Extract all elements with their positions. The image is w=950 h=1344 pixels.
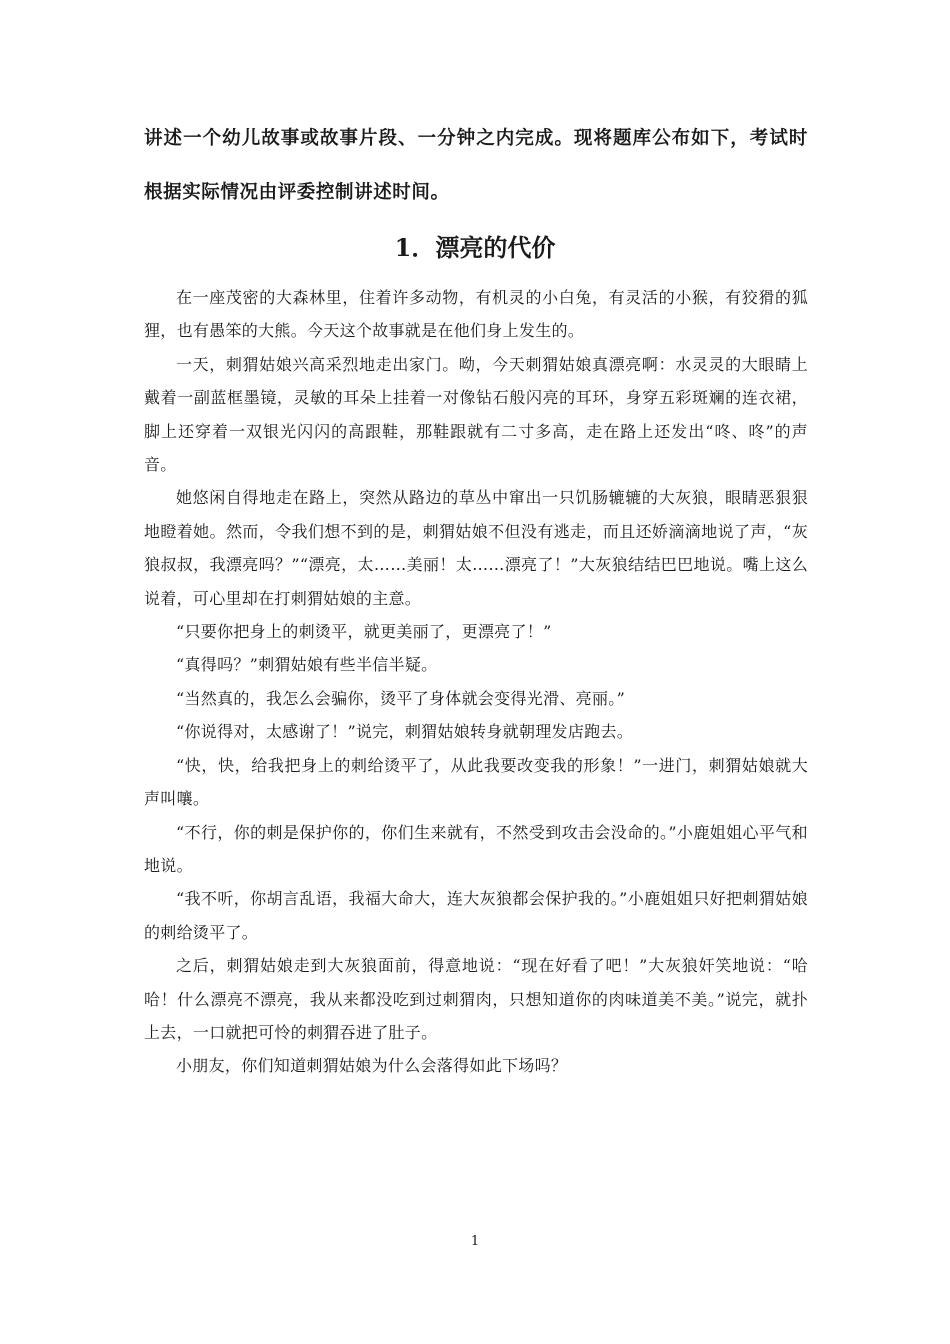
story-paragraph: “你说得对，太感谢了！”说完，刺猬姑娘转身就朝理发店跑去。 — [176, 722, 634, 742]
story-paragraph: “不行，你的刺是保护你的，你们生来就有，不然受到攻击会没命的。”小鹿姐姐心平气和地说。 — [144, 822, 808, 875]
story-paragraph: 小朋友，你们知道刺猬姑娘为什么会落得如此下场吗？ — [176, 1056, 568, 1076]
page-number: 1 — [470, 1234, 480, 1249]
story-paragraph: “快，快，给我把身上的刺给烫平了，从此我要改变我的形象！”一进门，刺猬姑娘就大声叫嚷。 — [144, 755, 808, 809]
story-paragraph: 她悠闲自得地走在路上，突然从路边的草丛中窜出一只饥肠辘辘的大灰狼，眼睛恶狠狠地瞪着她。然而，令我们想不到的是，刺猬姑娘不但没有逃走，而且还娇滴滴地说了声，“灰狼叔叔，我漂亮吗？”“漂亮，太……美丽！太……漂亮了！”大灰狼结结巴巴地说。嘴上这么说着，可心里却在打刺猬姑娘的主意。 — [144, 488, 808, 608]
story-body — [144, 281, 808, 1083]
story-paragraph: “当然真的，我怎么会骗你，烫平了身体就会变得光滑、亮丽。” — [176, 688, 626, 708]
intro-text: 讲述一个幼儿故事或故事片段、一分钟之内完成。现将题库公布如下，考试时根据实际情况由评委控制讲述时间。 — [144, 128, 808, 203]
story-paragraph: 在一座茂密的大森林里，住着许多动物，有机灵的小白兔，有灵活的小猴，有狡猾的狐狸，也有愚笨的大熊。今天这个故事就是在他们身上发生的。 — [144, 288, 808, 341]
story-paragraph: 一天，刺猬姑娘兴高采烈地走出家门。呦，今天刺猬姑娘真漂亮啊：水灵灵的大眼睛上戴着一副蓝框墨镜，灵敏的耳朵上挂着一对像钻石般闪亮的耳环，身穿五彩斑斓的连衣裙，脚上还穿着一双银光闪闪的高跟鞋，那鞋跟就有二寸多高，走在路上还发出“咚、咚”的声音。 — [144, 354, 808, 475]
story-paragraph: “真得吗？”刺猬姑娘有些半信半疑。 — [176, 655, 438, 675]
story-paragraph: “只要你把身上的刺烫平，就更美丽了，更漂亮了！” — [176, 622, 552, 642]
story-paragraph: “我不听，你胡言乱语，我福大命大，连大灰狼都会保护我的。”小鹿姐姐只好把刺猬姑娘的刺给烫平了。 — [144, 889, 808, 942]
story-title: 1．漂亮的代价 — [394, 233, 556, 262]
story-paragraph: 之后，刺猬姑娘走到大灰狼面前，得意地说：“现在好看了吧！”大灰狼奸笑地说：“哈哈！什么漂亮不漂亮，我从来都没吃到过刺猬肉，只想知道你的肉味道美不美。”说完，就扑上去，一口就把可怜的刺猬吞进了肚子。 — [144, 956, 808, 1042]
